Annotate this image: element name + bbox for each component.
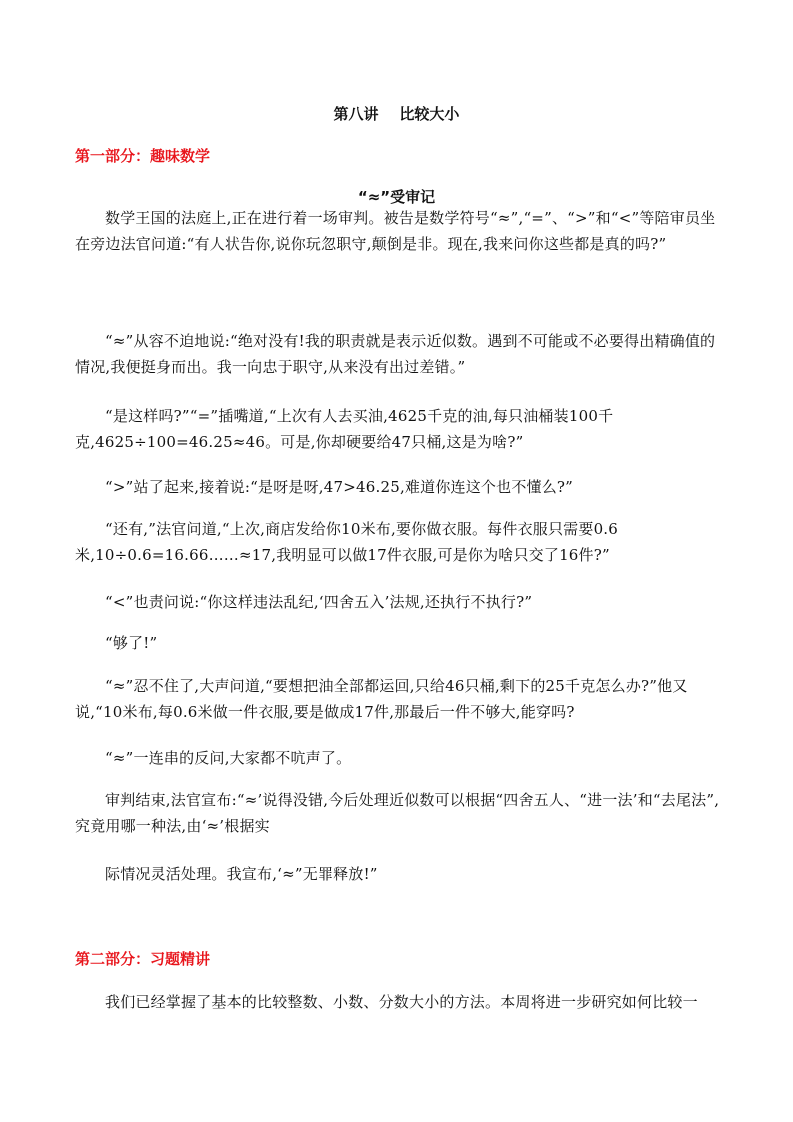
story-paragraph: “够了!” (105, 634, 158, 652)
intro-paragraph: 我们已经掌握了基本的比较整数、小数、分数大小的方法。本周将进一步研究如何比较一 (105, 993, 698, 1011)
story-paragraph: “是这样吗?”“=”插嘴道,“上次有人去买油,4625千克的油,每只油桶装100千克,4625÷100=46.25≈46。可是,你却硬要给47只桶,这是为啥?” (75, 407, 614, 451)
story-paragraph: 审判结束,法官宣布:“≈’说得没错,今后处理近似数可以根据“四舍五人、“进一法’和“去尾法”,究竟用哪一种法,由‘≈’根据实 (75, 791, 720, 835)
story-paragraph: 数学王国的法庭上,正在进行着一场审判。被告是数学符号“≈”,“=”、“>”和“<”等陪审员坐在旁边法官问道:“有人状告你,说你玩忽职守,颠倒是非。现在,我来问你这些都是真的吗?” (75, 209, 716, 253)
story-paragraph: “还有,”法官问道,“上次,商店发给你10米布,要你做衣服。每件衣服只需要0.6米,10÷0.6=16.66……≈17,我明显可以做17件衣服,可是你为啥只交了16件?” (75, 520, 619, 564)
section-heading-exercises: 第二部分：习题精讲 (75, 950, 211, 968)
story-paragraph: “≈”忍不住了,大声问道,“要想把油全部都运回,只给46只桶,剩下的25千克怎么办?”他又说,“10米布,每0.6米做一件衣服,要是做成17件,那最后一件不够大,能穿吗? (75, 677, 688, 721)
story-paragraph: “≈”从容不迫地说:“绝对没有!我的职责就是表示近似数。遇到不可能或不必要得出精确值的情况,我便挺身而出。我一向忠于职守,从来没有出过差错。” (75, 332, 716, 376)
story-paragraph: “≈”一连串的反问,大家都不吭声了。 (105, 749, 352, 767)
section-heading-fun-math: 第一部分：趣味数学 (75, 147, 211, 165)
story-paragraph: “<”也责问说:“你这样违法乱纪,‘四舍五入’法规,还执行不执行?” (105, 593, 533, 611)
story-title: “≈”受审记 (357, 188, 436, 206)
story-paragraph: “>”站了起来,接着说:“是呀是呀,47>46.25,难道你连这个也不懂么?” (105, 478, 574, 496)
lecture-title: 第八讲 比较大小 (333, 105, 460, 123)
story-paragraph: 际情况灵活处理。我宣布,‘≈”无罪释放!” (105, 865, 378, 883)
